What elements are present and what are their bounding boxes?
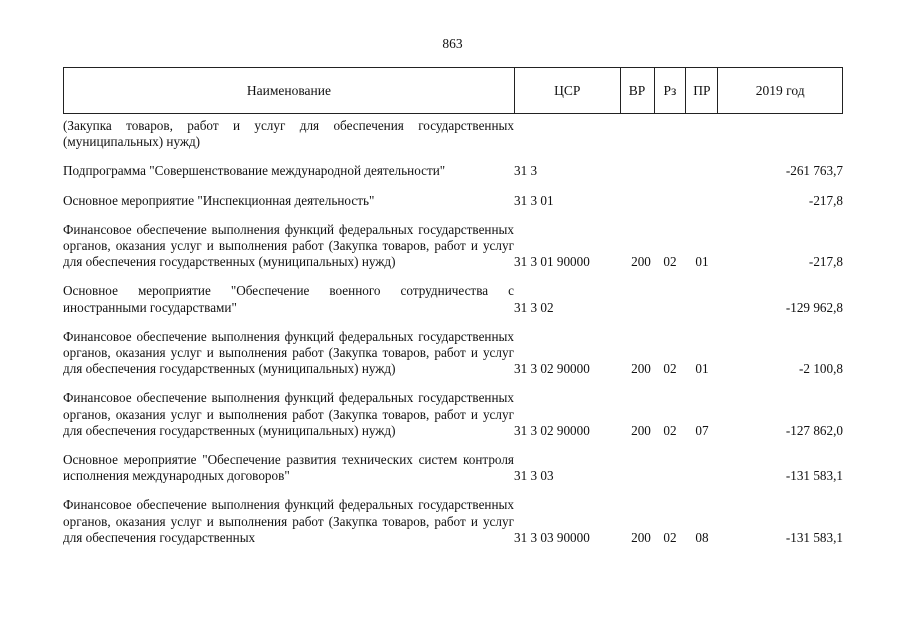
row-vr: 200 — [631, 361, 651, 377]
row-name: Финансовое обеспечение выполнения функций федеральных государственных органов, оказания услуг и выполнения работ (Закупка товаров, работ и услуг для обеспечения государственных — [63, 497, 514, 545]
row-csr: 31 3 — [514, 163, 538, 179]
row-rz: 02 — [663, 422, 677, 438]
row-amount: -261 763,7 — [785, 163, 843, 179]
row-csr: 31 3 02 90000 — [514, 422, 590, 438]
row-name: Основное мероприятие "Обеспечение развития технических систем контроля исполнения международных договоров" — [63, 452, 514, 484]
row-amount: -129 962,8 — [785, 299, 843, 315]
table-row — [63, 163, 843, 179]
row-rz: 02 — [663, 529, 677, 545]
row-name: Основное мероприятие "Обеспечение военного сотрудничества с иностранными государствами" — [63, 283, 514, 315]
table-header — [63, 67, 843, 114]
table-row — [63, 193, 843, 209]
row-vr: 200 — [631, 529, 651, 545]
row-amount: -217,8 — [808, 254, 843, 270]
header-name: Наименование — [246, 82, 331, 98]
row-pr: 01 — [695, 254, 709, 270]
table-row — [63, 118, 843, 150]
row-vr: 200 — [631, 422, 651, 438]
header-rz: Рз — [654, 68, 686, 113]
row-rz: 02 — [663, 254, 677, 270]
row-name: Подпрограмма "Совершенствование международной деятельности" — [63, 163, 446, 179]
row-amount: -131 583,1 — [785, 529, 843, 545]
row-pr: 08 — [695, 529, 709, 545]
row-csr: 31 3 03 90000 — [514, 529, 590, 545]
row-amount: -2 100,8 — [799, 361, 843, 377]
table-body — [63, 118, 843, 559]
row-rz: 02 — [663, 361, 677, 377]
row-name: Финансовое обеспечение выполнения функций федеральных государственных органов, оказания услуг и выполнения работ (Закупка товаров, работ и услуг для обеспечения государственных (муниципальных) нужд) — [63, 328, 514, 377]
row-csr: 31 3 01 90000 — [514, 254, 590, 270]
row-name: Основное мероприятие "Инспекционная деятельность" — [63, 192, 375, 208]
row-name: Финансовое обеспечение выполнения функций федеральных государственных органов, оказания услуг и выполнения работ (Закупка товаров, работ и услуг для обеспечения государственных (муниципальных) нужд) — [63, 221, 514, 270]
page-number: 863 — [442, 36, 463, 51]
table-row — [63, 329, 843, 378]
header-pr: ПР — [685, 68, 717, 113]
row-pr: 07 — [695, 422, 709, 438]
header-year: 2019 год — [717, 68, 842, 113]
table-row — [63, 283, 843, 315]
row-pr: 01 — [695, 361, 709, 377]
table-row — [63, 222, 843, 271]
table-row — [63, 452, 843, 484]
row-name: Финансовое обеспечение выполнения функций федеральных государственных органов, оказания услуг и выполнения работ (Закупка товаров, работ и услуг для обеспечения государственных (муниципальных) нужд) — [63, 390, 514, 438]
table-row — [63, 390, 843, 439]
row-csr: 31 3 02 90000 — [514, 361, 590, 377]
row-amount: -127 862,0 — [785, 422, 843, 438]
row-csr: 31 3 03 — [514, 468, 554, 484]
row-amount: -131 583,1 — [785, 468, 843, 484]
row-name: (Закупка товаров, работ и услуг для обеспечения государственных (муниципальных) нужд) — [63, 118, 514, 150]
row-csr: 31 3 01 — [514, 192, 554, 208]
header-vr: ВР — [620, 68, 654, 113]
row-amount: -217,8 — [808, 192, 843, 208]
row-vr: 200 — [631, 254, 651, 270]
header-csr: ЦСР — [514, 68, 620, 113]
row-csr: 31 3 02 — [514, 299, 554, 315]
table-row — [63, 497, 843, 546]
